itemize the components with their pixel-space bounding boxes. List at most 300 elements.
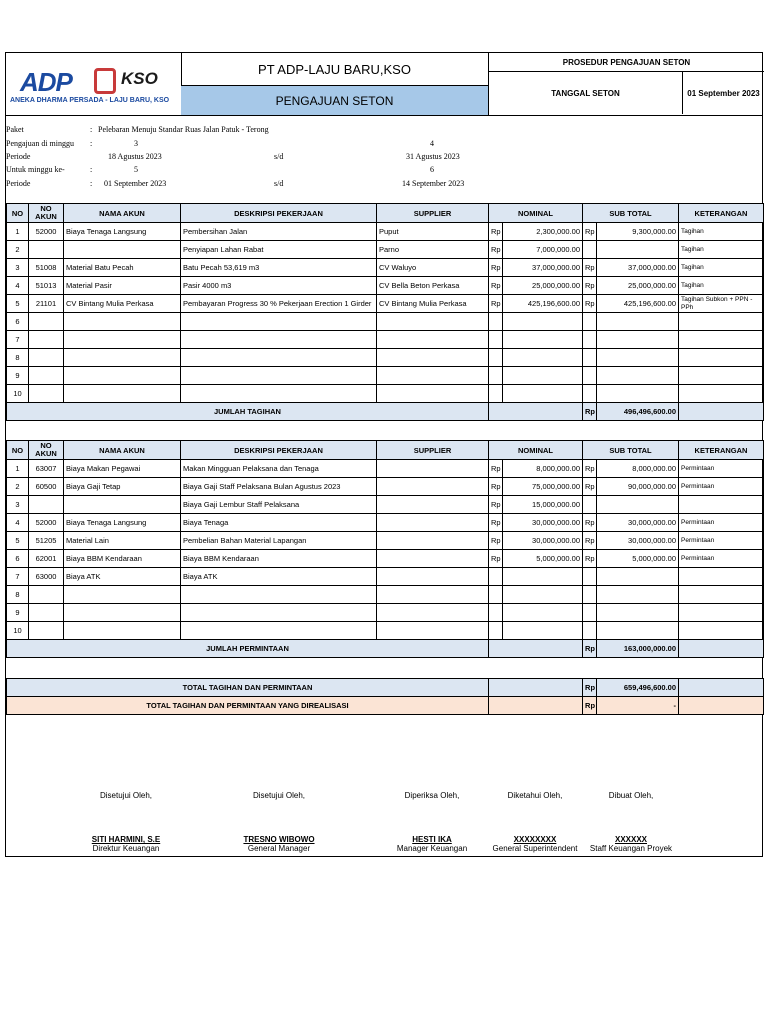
row-subtotal-rp [583,385,597,403]
col-header-supplier: SUPPLIER [377,441,489,460]
row-account-no [29,313,64,331]
row-supplier [377,460,489,478]
row-subtotal [597,331,679,349]
row-keterangan [679,586,764,604]
row-nominal [503,367,583,385]
row-no: 6 [7,313,29,331]
row-account-name [64,349,181,367]
signature-title: General Superintendent [492,844,578,853]
permintaan-sum-value: 163,000,000.00 [597,640,679,658]
row-supplier: Puput [377,223,489,241]
col-header-keterangan: KETERANGAN [679,204,764,223]
row-account-name [64,241,181,259]
row-no: 4 [7,277,29,295]
signature-role: Disetujui Oleh, [252,791,306,800]
row-nominal-rp [489,313,503,331]
signature-title: Staff Keuangan Proyek [589,844,673,853]
tagihan-sum-label: JUMLAH TAGIHAN [7,403,489,421]
row-subtotal-rp: Rp [583,277,597,295]
row-nominal: 8,000,000.00 [503,460,583,478]
row-account-no [29,349,64,367]
row-no: 7 [7,568,29,586]
row-nominal [503,622,583,640]
signature-block [576,791,686,853]
row-description [181,331,377,349]
row-keterangan: Permintaan [679,532,764,550]
row-nominal: 37,000,000.00 [503,259,583,277]
table-row [7,514,764,532]
row-keterangan: Permintaan [679,550,764,568]
row-no: 5 [7,295,29,313]
row-nominal: 30,000,000.00 [503,532,583,550]
pengajuan-to: 4 [430,139,434,148]
row-subtotal-rp: Rp [583,478,597,496]
row-subtotal: 25,000,000.00 [597,277,679,295]
row-supplier [377,586,489,604]
row-nominal [503,604,583,622]
permintaan-sum-row [7,640,764,658]
row-subtotal-rp: Rp [583,514,597,532]
header-divider [6,115,762,116]
col-header-nominal: NOMINAL [489,441,583,460]
row-subtotal [597,586,679,604]
signature-block [224,791,334,853]
realized-value: - [597,697,679,715]
realized-label: TOTAL TAGIHAN DAN PERMINTAAN YANG DIREALISASI [7,697,489,715]
table-row [7,331,764,349]
row-no: 5 [7,532,29,550]
company-logo [6,53,182,115]
permintaan-table [6,440,764,658]
row-description: Biaya BBM Kendaraan [181,550,377,568]
row-supplier [377,367,489,385]
row-subtotal: 30,000,000.00 [597,514,679,532]
periode1-from: 18 Agustus 2023 [108,152,162,161]
row-nominal: 75,000,000.00 [503,478,583,496]
untuk-from: 5 [134,165,138,174]
row-nominal [503,568,583,586]
signature-title: General Manager [247,844,311,853]
table-row [7,259,764,277]
row-description: Makan Mingguan Pelaksana dan Tenaga [181,460,377,478]
col-header-deskripsi: DESKRIPSI PEKERJAAN [181,204,377,223]
row-no: 10 [7,622,29,640]
row-description: Biaya Gaji Staff Pelaksana Bulan Agustus 2023 [181,478,377,496]
row-no: 7 [7,331,29,349]
row-subtotal-rp: Rp [583,460,597,478]
table-row [7,349,764,367]
row-subtotal [597,241,679,259]
row-subtotal-rp [583,313,597,331]
pengajuan-label: Pengajuan di minggu [6,139,74,148]
paket-label: Paket [6,125,24,134]
permintaan-sum-label: JUMLAH PERMINTAAN [7,640,489,658]
signature-name: HESTI IKA [412,835,452,844]
row-no: 9 [7,367,29,385]
row-supplier [377,331,489,349]
total-value: 659,496,600.00 [597,679,679,697]
row-account-no [29,241,64,259]
row-account-name [64,385,181,403]
row-supplier: CV Waluyo [377,259,489,277]
row-subtotal: 5,000,000.00 [597,550,679,568]
row-description: Pembersihan Jalan [181,223,377,241]
row-description [181,367,377,385]
row-account-no: 63007 [29,460,64,478]
row-account-no [29,586,64,604]
row-account-no [29,385,64,403]
signature-role: Diketahui Oleh, [507,791,563,800]
col-header-nama-akun: NAMA AKUN [64,204,181,223]
row-supplier [377,496,489,514]
date-label: TANGGAL SETON [489,72,683,114]
row-account-no: 52000 [29,223,64,241]
periode2-from: 01 September 2023 [104,179,167,188]
row-account-no: 62001 [29,550,64,568]
row-nominal-rp: Rp [489,514,503,532]
signature-role: Diperiksa Oleh, [404,791,460,800]
row-account-name [64,496,181,514]
logo-subtitle: ANEKA DHARMA PERSADA - LAJU BARU, KSO [10,97,170,104]
row-keterangan [679,313,764,331]
row-subtotal: 37,000,000.00 [597,259,679,277]
table-row [7,496,764,514]
row-no: 8 [7,586,29,604]
row-no: 10 [7,385,29,403]
row-subtotal [597,367,679,385]
company-title: PT ADP-LAJU BARU,KSO [181,53,488,86]
lb-logo-mark [94,68,116,94]
row-account-no: 51013 [29,277,64,295]
tagihan-table [6,203,764,421]
document-sheet [5,52,763,857]
row-keterangan [679,622,764,640]
row-supplier [377,604,489,622]
row-nominal: 5,000,000.00 [503,550,583,568]
col-header-no: NO [7,441,29,460]
kso-logo-text: KSO [121,69,158,88]
row-supplier [377,532,489,550]
tagihan-sum-value: 496,496,600.00 [597,403,679,421]
row-account-name: CV Bintang Mulia Perkasa [64,295,181,313]
row-nominal-rp: Rp [489,496,503,514]
row-nominal-rp: Rp [489,241,503,259]
row-nominal-rp [489,331,503,349]
untuk-to: 6 [430,165,434,174]
row-account-no [29,496,64,514]
table-row [7,313,764,331]
procedure-label: PROSEDUR PENGAJUAN SETON [489,53,764,72]
row-account-no: 60500 [29,478,64,496]
row-subtotal [597,568,679,586]
row-keterangan: Tagihan [679,223,764,241]
row-no: 3 [7,496,29,514]
row-account-name: Biaya Tenaga Langsung [64,514,181,532]
table-row [7,295,764,313]
row-no: 9 [7,604,29,622]
realized-rp: Rp [583,697,597,715]
row-no: 1 [7,223,29,241]
row-account-name [64,331,181,349]
row-description: Pembayaran Progress 30 % Pekerjaan Erection 1 Girder [181,295,377,313]
colon: : [90,125,93,134]
table-header-row [7,441,764,460]
row-subtotal [597,604,679,622]
row-nominal [503,313,583,331]
row-account-name: Biaya Gaji Tetap [64,478,181,496]
row-account-name: Material Batu Pecah [64,259,181,277]
row-nominal [503,331,583,349]
colon: : [90,165,93,174]
row-description: Pembelian Bahan Material Lapangan [181,532,377,550]
col-header-no-akun: NO AKUN [29,441,64,460]
row-description [181,622,377,640]
row-keterangan: Permintaan [679,460,764,478]
table-row [7,568,764,586]
row-account-no [29,622,64,640]
permintaan-sum-rp: Rp [583,640,597,658]
row-nominal: 30,000,000.00 [503,514,583,532]
col-header-subtotal: SUB TOTAL [583,441,679,460]
signature-block [71,791,181,853]
row-subtotal [597,349,679,367]
table-header-row [7,204,764,223]
row-account-name [64,313,181,331]
row-keterangan: Permintaan [679,514,764,532]
row-subtotal-rp: Rp [583,550,597,568]
header-right-box [488,53,764,115]
row-subtotal: 9,300,000.00 [597,223,679,241]
table-row [7,586,764,604]
col-header-nama-akun: NAMA AKUN [64,441,181,460]
row-description: Biaya Gaji Lembur Staff Pelaksana [181,496,377,514]
table-row [7,277,764,295]
row-supplier [377,385,489,403]
adp-logo-text: ADP [20,67,72,97]
row-subtotal: 425,196,600.00 [597,295,679,313]
periode1-sd: s/d [274,152,284,161]
row-subtotal-rp: Rp [583,532,597,550]
row-no: 2 [7,478,29,496]
row-supplier [377,550,489,568]
row-nominal-rp [489,385,503,403]
signature-name: XXXXXX [614,835,647,844]
table-row [7,367,764,385]
row-no: 8 [7,349,29,367]
row-description: Biaya ATK [181,568,377,586]
row-supplier [377,568,489,586]
totals-table [6,678,764,715]
table-row [7,532,764,550]
row-no: 2 [7,241,29,259]
row-keterangan: Permintaan [679,478,764,496]
table-row [7,550,764,568]
row-subtotal: 8,000,000.00 [597,460,679,478]
table-row [7,604,764,622]
colon: : [90,139,93,148]
row-nominal: 7,000,000.00 [503,241,583,259]
row-subtotal-rp: Rp [583,259,597,277]
tagihan-sum-rp: Rp [583,403,597,421]
row-keterangan: Tagihan [679,241,764,259]
row-subtotal [597,622,679,640]
row-nominal [503,385,583,403]
row-account-name: Material Pasir [64,277,181,295]
row-keterangan [679,496,764,514]
row-description [181,313,377,331]
row-subtotal-rp [583,604,597,622]
row-nominal-rp: Rp [489,550,503,568]
row-nominal-rp: Rp [489,460,503,478]
row-account-no: 51008 [29,259,64,277]
signature-title: Direktur Keuangan [92,844,160,853]
row-account-no: 52000 [29,514,64,532]
row-subtotal: 90,000,000.00 [597,478,679,496]
pengajuan-from: 3 [134,139,138,148]
row-subtotal-rp [583,349,597,367]
row-description [181,604,377,622]
row-nominal-rp [489,568,503,586]
row-keterangan [679,604,764,622]
table-row [7,241,764,259]
row-no: 4 [7,514,29,532]
row-supplier: CV Bintang Mulia Perkasa [377,295,489,313]
signature-name: XXXXXXXX [513,835,557,844]
row-subtotal-rp: Rp [583,295,597,313]
row-description: Batu Pecah 53,619 m3 [181,259,377,277]
row-subtotal-rp [583,241,597,259]
col-header-subtotal: SUB TOTAL [583,204,679,223]
row-nominal [503,349,583,367]
row-account-name: Biaya ATK [64,568,181,586]
row-account-name: Material Lain [64,532,181,550]
row-no: 3 [7,259,29,277]
row-supplier [377,313,489,331]
row-supplier [377,622,489,640]
row-account-name: Biaya Tenaga Langsung [64,223,181,241]
signature-name: TRESNO WIBOWO [243,835,315,844]
date-value: 01 September 2023 [687,88,760,98]
table-row [7,223,764,241]
row-account-name: Biaya BBM Kendaraan [64,550,181,568]
row-description: Biaya Tenaga [181,514,377,532]
row-nominal-rp: Rp [489,277,503,295]
col-header-deskripsi: DESKRIPSI PEKERJAAN [181,441,377,460]
row-account-no: 21101 [29,295,64,313]
periode1-to: 31 Agustus 2023 [406,152,460,161]
row-nominal: 2,300,000.00 [503,223,583,241]
row-no: 1 [7,460,29,478]
paket-value: Pelebaran Menuju Standar Ruas Jalan Patuk - Terong [98,125,269,134]
row-no: 6 [7,550,29,568]
row-account-name [64,367,181,385]
row-keterangan [679,568,764,586]
signature-role: Disetujui Oleh, [99,791,153,800]
row-description: Penyiapan Lahan Rabat [181,241,377,259]
row-nominal-rp [489,349,503,367]
row-account-name: Biaya Makan Pegawai [64,460,181,478]
untuk-label: Untuk minggu ke- [6,165,65,174]
signature-name: SITI HARMINI, S.E [91,835,161,844]
row-nominal: 25,000,000.00 [503,277,583,295]
row-nominal-rp: Rp [489,259,503,277]
row-description [181,349,377,367]
signature-block [480,791,590,853]
row-nominal-rp: Rp [489,532,503,550]
total-row [7,679,764,697]
colon: : [90,179,93,188]
periode2-to: 14 September 2023 [402,179,465,188]
row-account-no: 63000 [29,568,64,586]
col-header-no-akun: NO AKUN [29,204,64,223]
row-supplier [377,478,489,496]
tagihan-sum-row [7,403,764,421]
row-subtotal [597,313,679,331]
row-account-name [64,586,181,604]
row-subtotal-rp: Rp [583,223,597,241]
row-subtotal [597,496,679,514]
row-keterangan [679,385,764,403]
row-supplier [377,514,489,532]
row-subtotal-rp [583,568,597,586]
total-rp: Rp [583,679,597,697]
periode2-sd: s/d [274,179,284,188]
row-account-name [64,622,181,640]
row-description [181,385,377,403]
row-keterangan [679,331,764,349]
row-nominal-rp [489,586,503,604]
row-keterangan: Tagihan [679,277,764,295]
col-header-keterangan: KETERANGAN [679,441,764,460]
document-title: PENGAJUAN SETON [181,86,488,115]
row-description: Pasir 4000 m3 [181,277,377,295]
signature-block [377,791,487,853]
row-nominal-rp: Rp [489,478,503,496]
realized-total-row [7,697,764,715]
row-nominal-rp: Rp [489,295,503,313]
row-keterangan [679,367,764,385]
col-header-no: NO [7,204,29,223]
row-description [181,586,377,604]
row-supplier: CV Bella Beton Perkasa [377,277,489,295]
row-subtotal: 30,000,000.00 [597,532,679,550]
row-subtotal-rp [583,586,597,604]
row-keterangan [679,349,764,367]
row-account-name [64,604,181,622]
row-subtotal-rp [583,331,597,349]
row-nominal-rp: Rp [489,223,503,241]
col-header-supplier: SUPPLIER [377,204,489,223]
row-subtotal-rp [583,622,597,640]
row-nominal-rp [489,604,503,622]
row-keterangan: Tagihan Subkon + PPN - PPh [679,295,764,313]
total-label: TOTAL TAGIHAN DAN PERMINTAAN [7,679,489,697]
row-account-no: 51205 [29,532,64,550]
col-header-nominal: NOMINAL [489,204,583,223]
table-row [7,385,764,403]
row-supplier: Parno [377,241,489,259]
row-nominal [503,586,583,604]
row-account-no [29,604,64,622]
periode2-label: Periode [6,179,31,188]
row-account-no [29,367,64,385]
signature-title: Manager Keuangan [396,844,468,853]
row-subtotal [597,385,679,403]
row-supplier [377,349,489,367]
row-nominal-rp [489,367,503,385]
row-nominal: 425,196,600.00 [503,295,583,313]
table-row [7,478,764,496]
